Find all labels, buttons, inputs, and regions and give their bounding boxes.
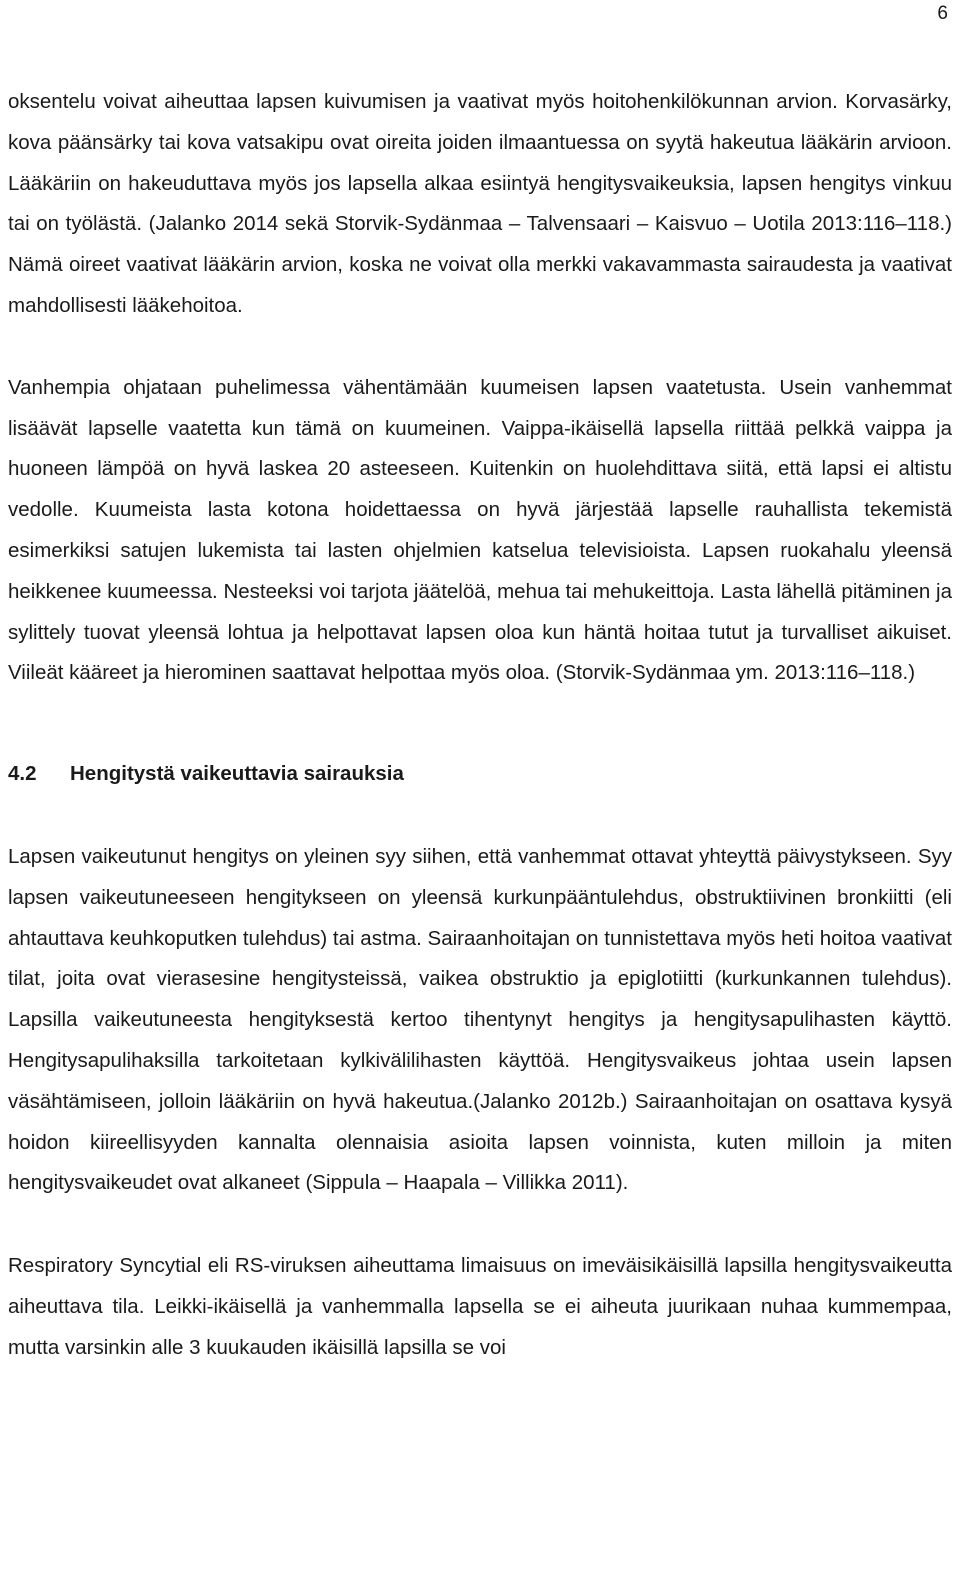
paragraph-fever-care: Vanhempia ohjataan puhelimessa vähentämään kuumeisen lapsen vaatetusta. Usein vanhemmat lisäävät lapselle vaatetta kun tämä on kuumeinen. Vaippa-ikäisellä lapsella riittää pelkkä vaippa ja huoneen lämpöä on hyvä laskea 20 asteeseen. Kuitenkin on huolehdittava siitä, että lapsi ei altistu vedolle. Kuumeista lasta kotona hoidettaessa on hyvä järjestää lapselle rauhallista tekemistä esimerkiksi satujen lukemista tai lasten ohjelmien katselua televisioista. Lapsen ruokahalu yleensä heikkenee kuumeessa. Nesteeksi voi tarjota jäätelöä, mehua tai mehukeittoja. Lasta lähellä pitäminen ja sylittely tuovat yleensä lohtua ja helpottavat lapsen oloa kun häntä hoitaa tutut ja turvalliset aikuiset. Viileät kääreet ja hierominen saattavat helpottaa myös oloa. (Storvik-Sydänmaa ym. 2013:116–118.) xyxy=(8,375,952,685)
paragraph-rs-virus: Respiratory Syncytial eli RS-viruksen aiheuttama limaisuus on imeväisikäisillä lapsilla hengitysvaikeutta aiheuttava tila. Leikki-ikäisellä ja vanhemmalla lapsella se ei aiheuta juurikaan nuhaa kummempaa, mutta varsinkin alle 3 kuukauden ikäisillä lapsilla se voi xyxy=(8,1254,952,1359)
page-number: 6 xyxy=(937,3,948,24)
section-heading xyxy=(8,754,952,795)
section-title: Hengitystä vaikeuttavia sairauksia xyxy=(70,762,404,786)
document-body xyxy=(8,82,952,1369)
paragraph-breathing-difficulty: Lapsen vaikeutunut hengitys on yleinen syy siihen, että vanhemmat ottavat yhteyttä päivystykseen. Syy lapsen vaikeutuneeseen hengitykseen on yleensä kurkunpääntulehdus, obstruktiivinen bronkiitti (eli ahtauttava keuhkoputken tulehdus) tai astma. Sairaanhoitajan on tunnistettava myös heti hoitoa vaativat tilat, joita ovat vierasesine hengitysteissä, vaikea obstruktio ja epiglotiitti (kurkunkannen tulehdus). Lapsilla vaikeutuneesta hengityksestä kertoo tihentynyt hengitys ja hengitysapulihasten käyttö. Hengitysapulihaksilla tarkoitetaan kylkivälilihasten käyttöä. Hengitysvaikeus johtaa usein lapsen väsähtämiseen, jolloin lääkäriin on hyvä hakeutua.(Jalanko 2012b.) Sairaanhoitajan on osattava kysyä hoidon kiireellisyyden kannalta olennaisia asioita lapsen voinnista, kuten milloin ja miten hengitysvaikeudet ovat alkaneet (Sippula – Haapala – Villikka 2011). xyxy=(8,844,952,1195)
section-number: 4.2 xyxy=(8,762,37,786)
paragraph-symptoms: oksentelu voivat aiheuttaa lapsen kuivumisen ja vaativat myös hoitohenkilökunnan arvion. Korvasärky, kova päänsärky tai kova vatsakipu ovat oireita joiden ilmaantuessa on syytä hakeutua lääkärin arvioon. Lääkäriin on hakeuduttava myös jos lapsella alkaa esiintyä hengitysvaikeuksia, lapsen hengitys vinkuu tai on työlästä. (Jalanko 2014 sekä Storvik-Sydänmaa – Talvensaari – Kaisvuo – Uotila 2013:116–118.) Nämä oireet vaativat lääkärin arvion, koska ne voivat olla merkki vakavammasta sairaudesta ja vaativat mahdollisesti lääkehoitoa. xyxy=(8,90,952,317)
